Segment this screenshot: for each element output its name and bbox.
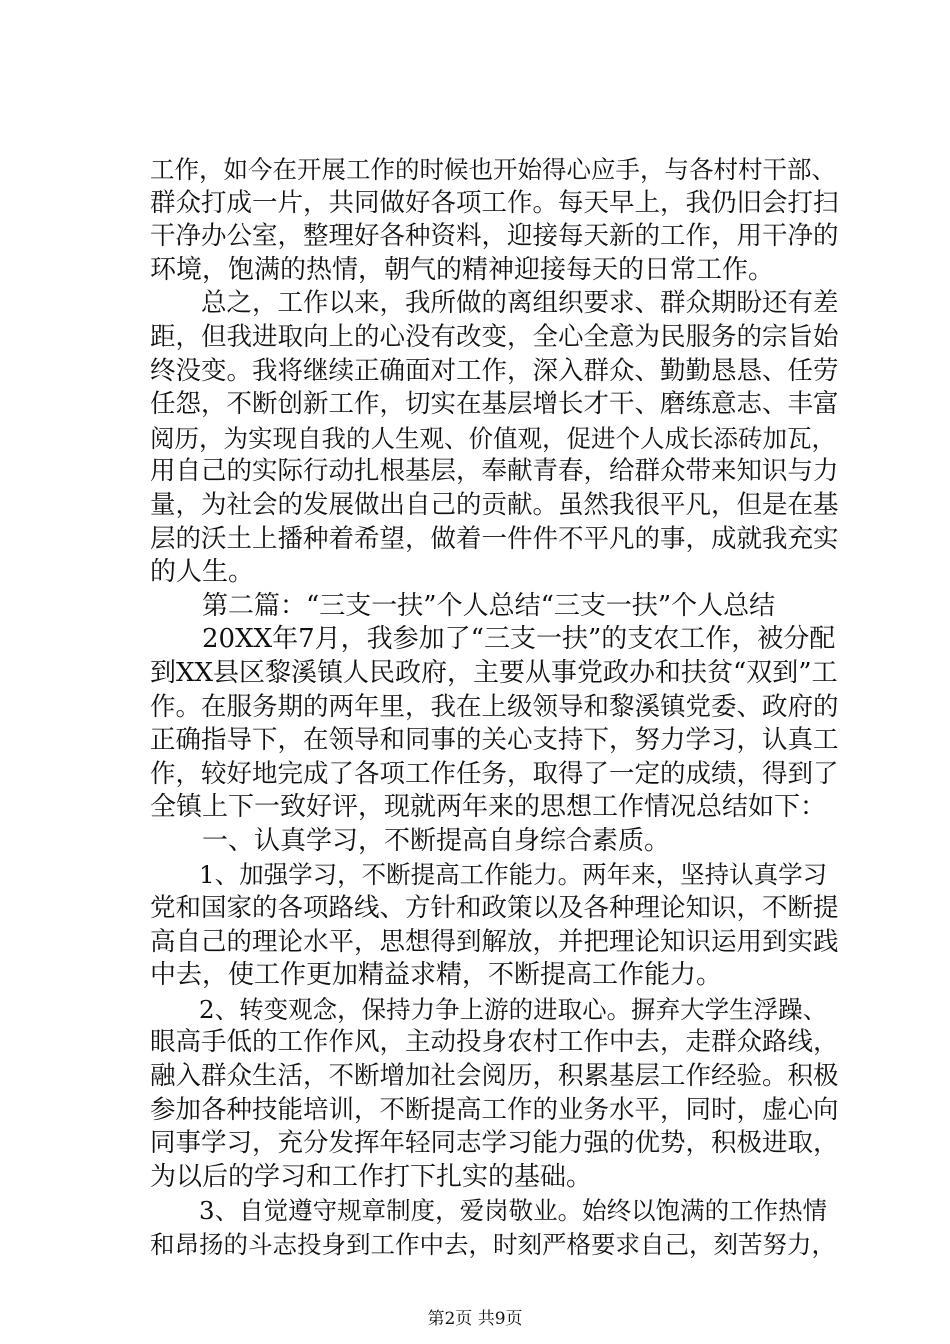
text-line: 干净办公室，整理好各种资料，迎接每天新的工作，用干净的 <box>150 221 839 252</box>
page-number-footer: 第2页 共9页 <box>427 1309 523 1329</box>
text-line: 全镇上下一致好评，现就两年来的思想工作情况总结如下： <box>150 792 827 823</box>
document-body <box>150 153 840 1262</box>
text-line: 同事学习，充分发挥年轻同志学习能力强的优势，积极进取， <box>150 1128 839 1159</box>
text-line: 量，为社会的发展做出自己的贡献。虽然我很平凡，但是在基 <box>150 489 839 520</box>
text-line: 作，较好地完成了各项工作任务，取得了一定的成绩，得到了 <box>150 758 839 789</box>
text-line: 高自己的理论水平，思想得到解放，并把理论知识运用到实践 <box>150 926 839 957</box>
text-line: 工作，如今在开展工作的时候也开始得心应手，与各村村干部、 <box>150 155 836 184</box>
text-line: 中去，使工作更加精益求精，不断提高工作能力。 <box>150 960 723 991</box>
text-line: 和昂扬的斗志投身到工作中去，时刻严格要求自己，刻苦努力， <box>150 1230 836 1259</box>
text-line: 融入群众生活，不断增加社会阅历，积累基层工作经验。积极 <box>150 1061 839 1092</box>
text-line: 第二篇：“三支一扶”个人总结“三支一扶”个人总结 <box>150 590 776 621</box>
text-line: 3、自觉遵守规章制度，爱岗敬业。始终以饱满的工作热情 <box>150 1196 828 1226</box>
text-line: 用自己的实际行动扎根基层，奉献青春，给群众带来知识与力 <box>150 456 839 487</box>
text-line: 到XX县区黎溪镇人民政府，主要从事党政办和扶贫“双到”工 <box>150 657 838 688</box>
text-line: 为以后的学习和工作打下扎实的基础。 <box>150 1161 593 1192</box>
text-line: 任怨，不断创新工作，切实在基层增长才干、磨练意志、丰富 <box>150 389 839 420</box>
text-line: 参加各种技能培训，不断提高工作的业务水平，同时，虚心向 <box>150 1094 839 1125</box>
text-line: 总之，工作以来，我所做的离组织要求、群众期盼还有差 <box>150 288 839 319</box>
text-line: 2、转变观念，保持力争上游的进取心。摒弃大学生浮躁、 <box>150 994 828 1024</box>
text-line: 党和国家的各项路线、方针和政策以及各种理论知识，不断提 <box>150 893 839 924</box>
text-line: 作。在服务期的两年里，我在上级领导和黎溪镇党委、政府的 <box>150 691 839 722</box>
text-line: 眼高手低的工作作风，主动投身农村工作中去，走群众路线， <box>150 1027 839 1058</box>
text-line: 20XX年7月，我参加了“三支一扶”的支农工作，被分配 <box>150 624 836 655</box>
text-line: 一、认真学习，不断提高自身综合素质。 <box>150 825 671 856</box>
text-line: 层的沃土上播种着希望，做着一件件不平凡的事，成就我充实 <box>150 523 839 554</box>
text-line: 群众打成一片，共同做好各项工作。每天早上，我仍旧会打扫 <box>150 187 839 218</box>
text-line: 终没变。我将继续正确面对工作，深入群众、勤勤恳恳、任劳 <box>150 355 839 386</box>
text-line: 1、加强学习，不断提高工作能力。两年来，坚持认真学习 <box>150 860 828 890</box>
text-line: 阅历，为实现自我的人生观、价值观，促进个人成长添砖加瓦， <box>150 423 836 453</box>
text-line: 环境，饱满的热情，朝气的精神迎接每天的日常工作。 <box>150 254 775 285</box>
text-line: 的人生。 <box>150 557 255 588</box>
text-line: 正确指导下，在领导和同事的关心支持下，努力学习，认真工 <box>150 725 839 756</box>
text-line: 距，但我进取向上的心没有改变，全心全意为民服务的宗旨始 <box>150 321 839 352</box>
